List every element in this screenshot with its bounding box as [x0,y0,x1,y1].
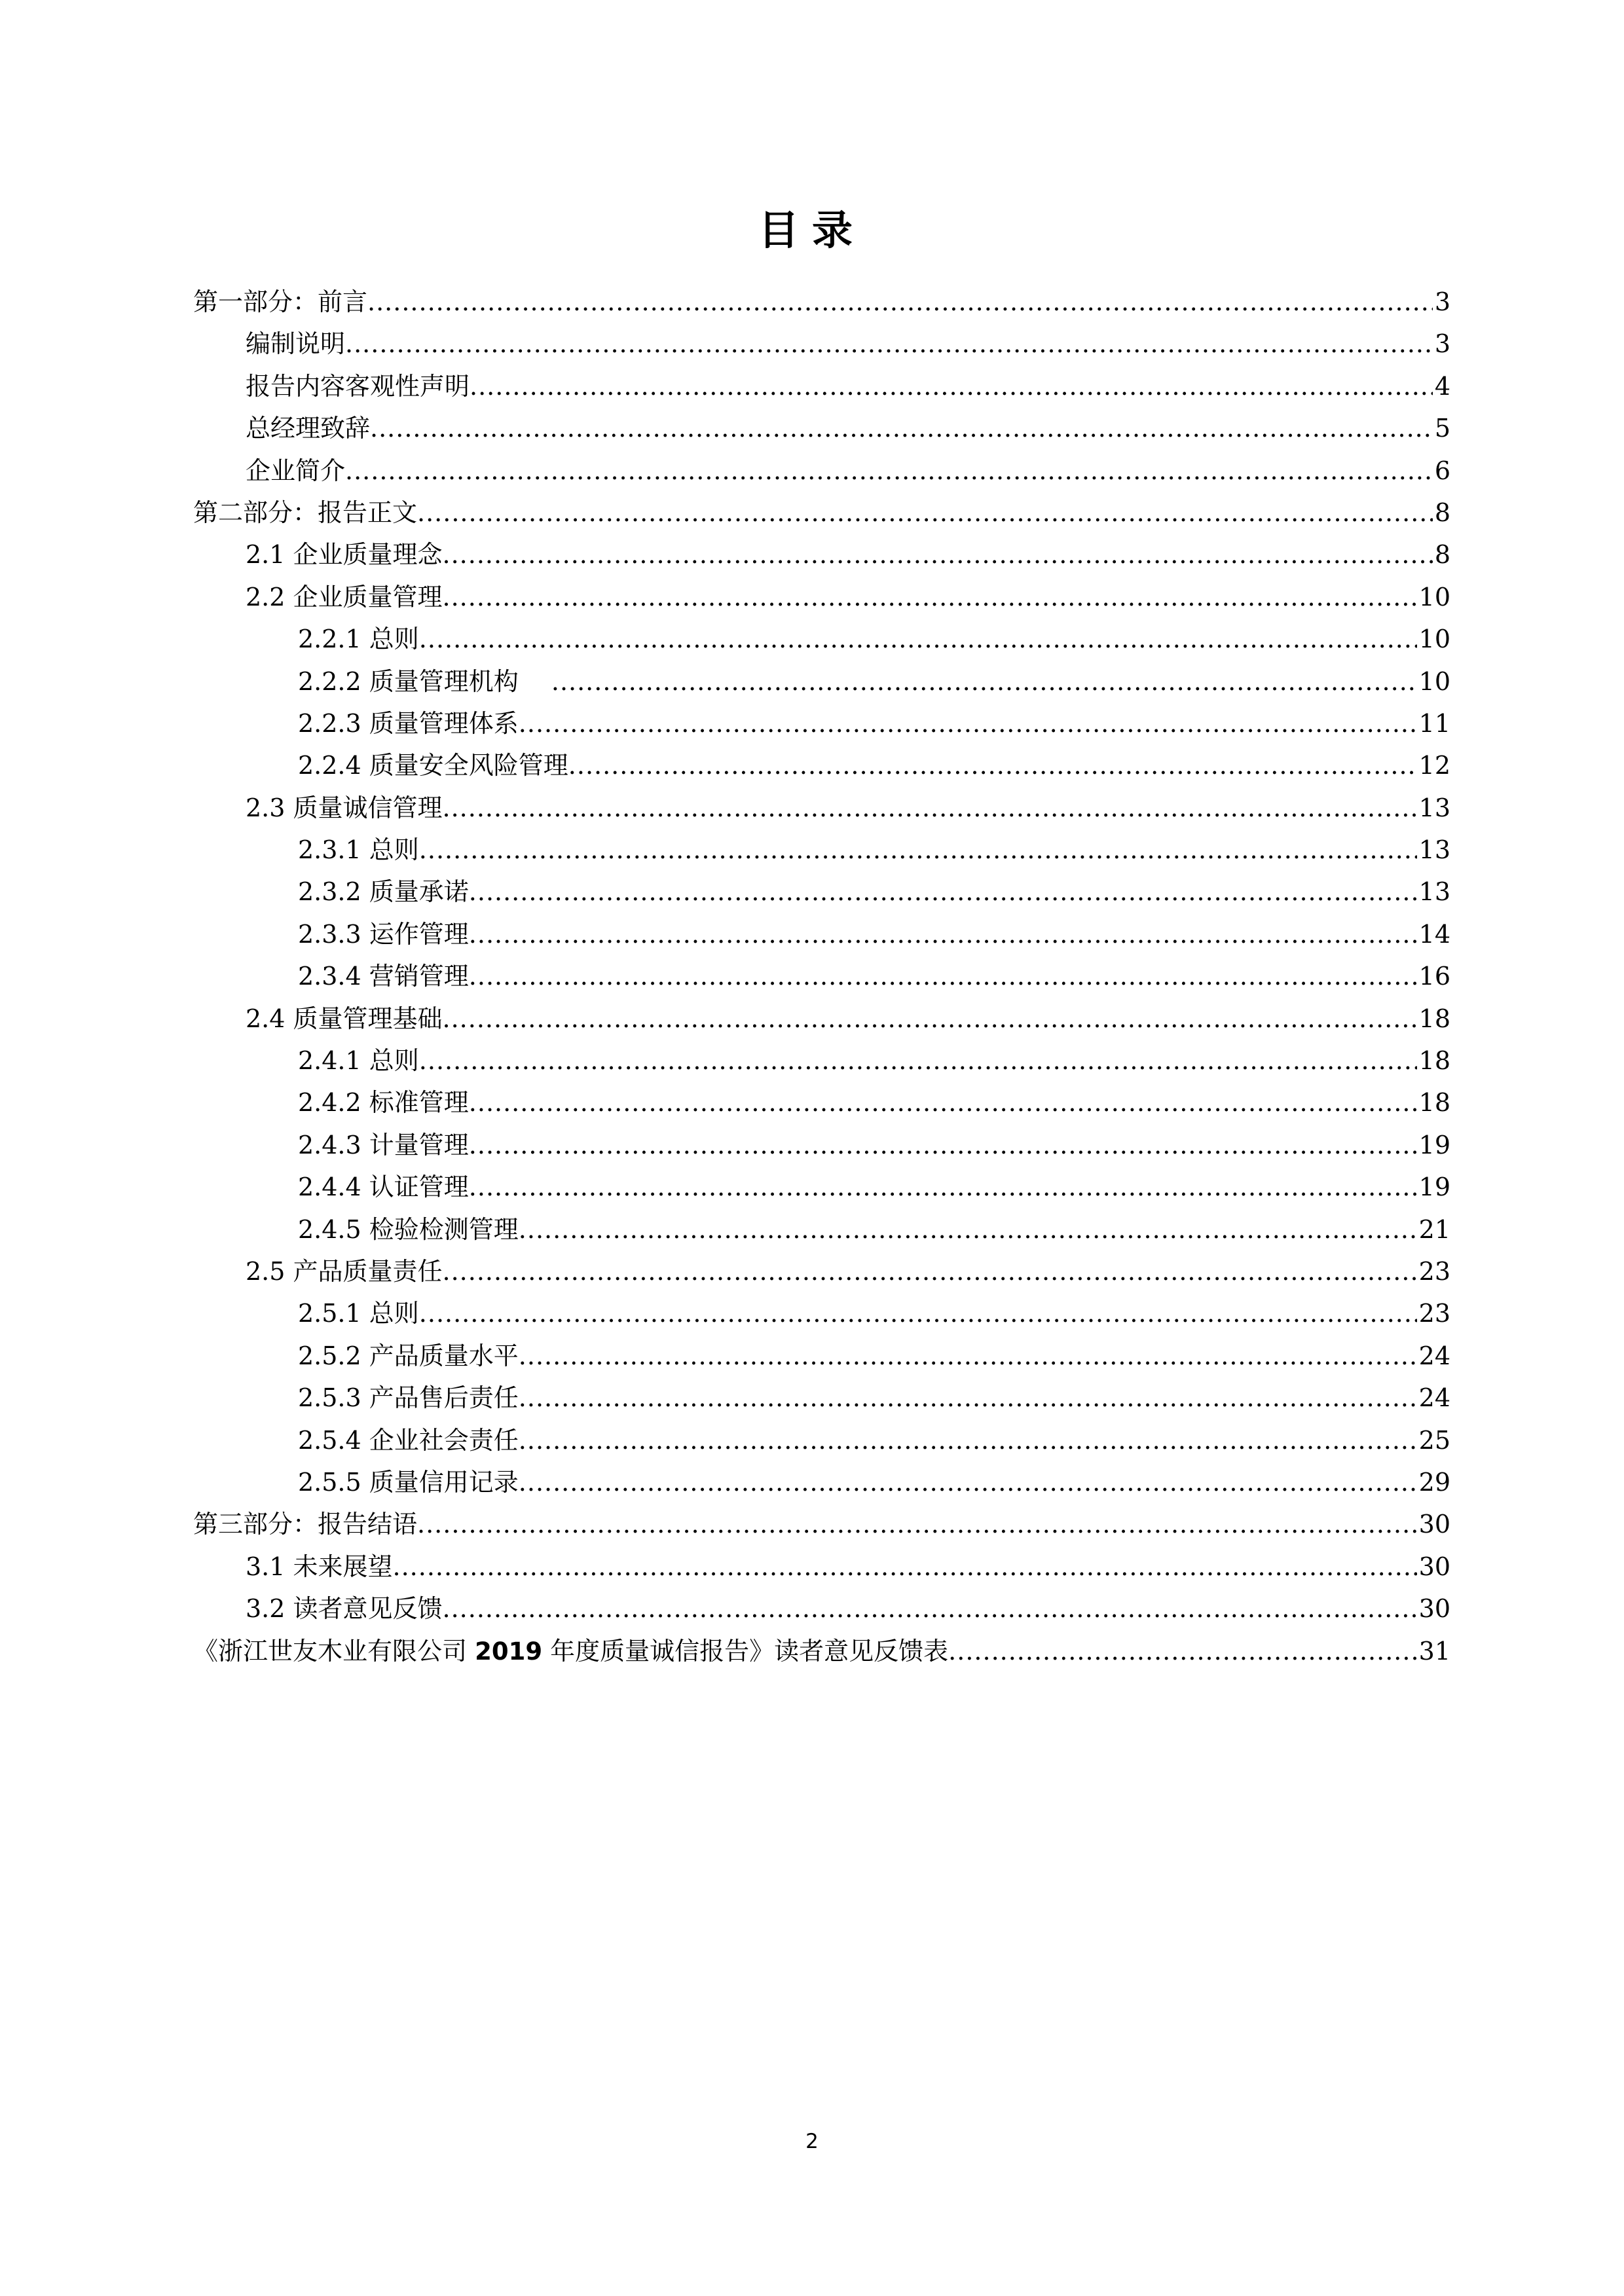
toc-dot-leader [443,1588,1417,1630]
toc-entry[interactable] [193,1250,1450,1292]
toc-entry-label-prefix: 《浙江世友木业有限公司 [193,1636,475,1666]
toc-entry[interactable] [193,365,1450,407]
toc-page-number: 12 [1418,751,1450,780]
toc-dot-leader [469,913,1417,955]
toc-entry[interactable] [193,1419,1450,1461]
toc-page-number: 30 [1418,1552,1450,1581]
toc-entry[interactable] [193,1503,1450,1545]
toc-page-number: 29 [1418,1467,1450,1497]
toc-dot-leader [469,871,1417,913]
page-title: 目录 [758,206,866,254]
toc-entry[interactable] [193,955,1450,997]
toc-entry-label: 2.3.4 营销管理 [298,962,469,991]
toc-entry[interactable] [193,787,1450,829]
toc-dot-leader [367,281,1433,323]
toc-dot-leader [519,1419,1417,1461]
toc-entry[interactable] [193,534,1450,575]
toc-entry[interactable] [193,871,1450,913]
toc-entry-label: 第一部分：前言 [193,287,368,316]
toc-entry-label: 2.1 企业质量理念 [246,540,443,570]
toc-page-number: 21 [1418,1214,1450,1244]
toc-page-number: 5 [1434,414,1450,443]
toc-dot-leader [519,1377,1417,1419]
toc-entry-label: 2.2 企业质量管理 [246,582,443,611]
toc-page-number: 23 [1418,1256,1450,1286]
toc-entry-label: 2.5.3 产品售后责任 [298,1383,519,1413]
toc-page-number: 30 [1418,1594,1450,1624]
toc-dot-leader [345,323,1433,365]
toc-entry[interactable] [193,450,1450,492]
toc-entry[interactable] [193,702,1450,744]
toc-page-number: 11 [1418,708,1450,738]
toc-entry-label: 2.5.4 企业社会责任 [298,1425,519,1455]
toc-entry-label: 第三部分：报告结语 [193,1510,418,1539]
toc-entry-label: 2.3.1 总则 [298,835,419,865]
toc-dot-leader [443,534,1433,575]
toc-entry[interactable] [193,1461,1450,1503]
toc-page-number: 24 [1418,1341,1450,1370]
toc-entry[interactable] [193,492,1450,534]
toc-entry-label [193,1630,948,1672]
toc-entry[interactable] [193,913,1450,955]
toc-entry-label: 2.4.1 总则 [298,1046,419,1076]
toc-entry[interactable] [193,1588,1450,1630]
toc-dot-leader [469,955,1417,997]
toc-entry-label: 3.2 读者意见反馈 [246,1594,443,1624]
table-of-contents [193,281,1450,1672]
toc-entry-label: 第二部分：报告正文 [193,498,418,527]
toc-entry-label: 总经理致辞 [246,414,371,443]
toc-page-number: 4 [1434,371,1450,401]
toc-entry-label: 3.1 未来展望 [246,1552,393,1581]
toc-page-number: 31 [1418,1636,1450,1666]
toc-dot-leader [443,576,1417,618]
toc-page-number: 18 [1418,1088,1450,1118]
toc-entry[interactable] [193,1377,1450,1419]
toc-page-number: 10 [1418,666,1450,696]
toc-entry-label: 2.3 质量诚信管理 [246,793,443,822]
toc-page-number: 25 [1418,1425,1450,1455]
toc-page-number: 23 [1418,1299,1450,1328]
toc-entry[interactable] [193,323,1450,365]
toc-page-number: 13 [1418,877,1450,907]
toc-dot-leader [443,787,1417,829]
toc-entry-label: 2.2.1 总则 [298,625,419,654]
toc-dot-leader [519,702,1417,744]
toc-page-number: 14 [1418,919,1450,949]
toc-entry[interactable] [193,618,1450,660]
toc-page-number: 8 [1434,498,1450,527]
toc-entry[interactable] [193,744,1450,786]
toc-dot-leader [419,829,1417,871]
toc-page-number: 10 [1418,582,1450,611]
toc-entry-label: 2.2.3 质量管理体系 [298,708,519,738]
toc-entry-label: 2.4.5 检验检测管理 [298,1214,519,1244]
toc-entry[interactable] [193,998,1450,1040]
toc-entry[interactable] [193,1166,1450,1208]
toc-entry-year: 2019 [475,1637,543,1666]
toc-dot-leader [443,1250,1417,1292]
toc-page-number: 30 [1418,1510,1450,1539]
toc-dot-leader [469,1082,1417,1123]
toc-page-number: 10 [1418,625,1450,654]
toc-page-number: 18 [1418,1046,1450,1076]
toc-page-number: 13 [1418,793,1450,822]
toc-entry[interactable] [193,1335,1450,1377]
toc-entry-label: 2.4.2 标准管理 [298,1088,469,1118]
toc-page-number: 18 [1418,1004,1450,1033]
toc-page-number: 24 [1418,1383,1450,1413]
toc-entry-label-suffix: 年度质量诚信报告》读者意见反馈表 [542,1636,949,1666]
toc-entry[interactable] [193,576,1450,618]
toc-entry-label: 2.3.2 质量承诺 [298,877,469,907]
toc-entry[interactable] [193,661,1450,702]
toc-entry[interactable] [193,1630,1450,1672]
toc-dot-leader [470,365,1433,407]
toc-page-number: 6 [1434,456,1450,485]
toc-dot-leader [370,407,1433,449]
toc-entry-label: 2.5.1 总则 [298,1299,419,1328]
toc-entry-label: 2.2.2 质量管理机构 [298,666,551,696]
toc-entry[interactable] [193,1082,1450,1123]
toc-dot-leader [519,1209,1417,1250]
toc-entry-label: 2.3.3 运作管理 [298,919,469,949]
toc-page-number: 19 [1418,1173,1450,1202]
toc-page-number: 16 [1418,962,1450,991]
toc-entry[interactable] [193,281,1450,323]
toc-entry-label: 2.4 质量管理基础 [246,1004,443,1033]
toc-entry[interactable] [193,407,1450,449]
toc-entry-label: 2.5 产品质量责任 [246,1256,443,1286]
toc-entry[interactable] [193,829,1450,871]
toc-entry-label: 2.5.2 产品质量水平 [298,1341,519,1370]
toc-dot-leader [551,661,1417,702]
toc-entry-label: 2.5.5 质量信用记录 [298,1467,519,1497]
toc-dot-leader [419,1292,1417,1334]
toc-dot-leader [419,618,1417,660]
toc-dot-leader [419,1040,1417,1082]
toc-page-number: 19 [1418,1130,1450,1159]
toc-dot-leader [393,1546,1417,1588]
toc-entry-label: 报告内容客观性声明 [246,371,470,401]
toc-entry[interactable] [193,1292,1450,1334]
toc-dot-leader [469,1166,1417,1208]
toc-page-number: 8 [1434,540,1450,570]
footer-page-number: 2 [805,2130,819,2153]
toc-dot-leader [469,1124,1417,1166]
toc-page-number: 3 [1434,329,1450,359]
toc-entry-label: 2.4.4 认证管理 [298,1173,469,1202]
toc-dot-leader [417,1503,1417,1545]
toc-dot-leader [948,1630,1416,1672]
toc-entry[interactable] [193,1124,1450,1166]
toc-entry[interactable] [193,1040,1450,1082]
toc-entry-label: 2.2.4 质量安全风险管理 [298,751,568,780]
toc-entry-label: 2.4.3 计量管理 [298,1130,469,1159]
toc-dot-leader [345,450,1433,492]
toc-page-number: 13 [1418,835,1450,865]
toc-dot-leader [443,998,1417,1040]
toc-dot-leader [519,1461,1417,1503]
toc-page-number: 3 [1434,287,1450,316]
toc-entry[interactable] [193,1546,1450,1588]
toc-entry-label: 编制说明 [246,329,346,359]
toc-dot-leader [417,492,1433,534]
toc-dot-leader [519,1335,1417,1377]
toc-entry-label: 企业简介 [246,456,346,485]
toc-entry[interactable] [193,1209,1450,1250]
toc-dot-leader [568,744,1417,786]
